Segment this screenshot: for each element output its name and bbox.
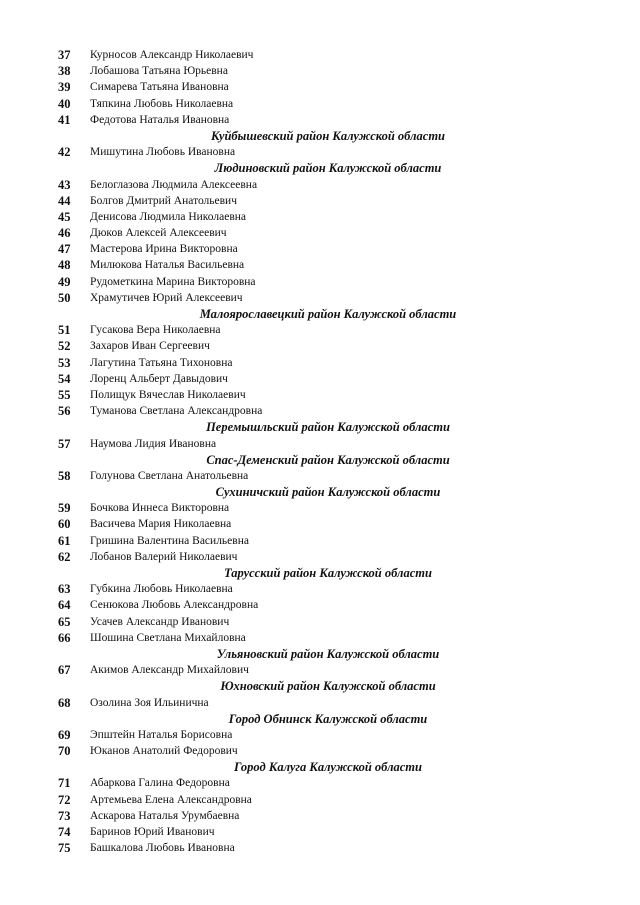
list-item (0, 792, 640, 808)
list-item-number: 69 (58, 727, 71, 742)
list-item (0, 775, 640, 791)
list-item (0, 840, 640, 856)
list-item (0, 257, 640, 273)
list-item-name: Юканов Анатолий Федорович (90, 745, 238, 758)
list-item (0, 516, 640, 532)
district-heading-text: Ульяновский район Калужской области (216, 646, 440, 661)
list-item-number: 37 (58, 48, 71, 62)
list-item-name: Баринов Юрий Иванович (90, 826, 215, 838)
list-item (0, 274, 640, 290)
list-item-number: 53 (58, 355, 71, 370)
list-item-number: 65 (58, 614, 71, 629)
list-item (0, 47, 640, 63)
list-item-number: 42 (58, 145, 71, 160)
list-item-number: 49 (58, 274, 71, 289)
list-item (0, 597, 640, 613)
district-heading (0, 419, 640, 435)
list-item-number: 62 (58, 549, 71, 564)
list-item (0, 500, 640, 516)
list-item-name: Эпштейн Наталья Борисовна (90, 728, 233, 741)
list-item-number: 48 (58, 258, 71, 273)
list-item-name: Тяпкина Любовь Николаевна (90, 97, 234, 110)
list-item-name: Рудометкина Марина Викторовна (90, 275, 256, 288)
list-item-number: 73 (58, 808, 71, 823)
district-heading (0, 160, 640, 176)
district-heading (0, 484, 640, 500)
list-item-name: Абаркова Галина Федоровна (90, 777, 230, 790)
list-item-number: 43 (58, 177, 71, 192)
district-heading (0, 306, 640, 322)
list-item (0, 436, 640, 452)
district-heading-text: Спас-Деменский район Калужской области (206, 452, 450, 467)
list-item-number: 46 (58, 226, 71, 241)
list-item-number: 52 (58, 339, 71, 354)
district-heading (0, 452, 640, 468)
list-item-name: Милюкова Наталья Васильевна (90, 259, 245, 272)
list-item-name: Башкалова Любовь Ивановна (90, 842, 235, 855)
list-item (0, 743, 640, 759)
list-item-name: Захаров Иван Сергеевич (90, 340, 210, 353)
list-item-name: Сенюкова Любовь Александровна (90, 599, 259, 612)
district-heading-text: Юхновский район Калужской области (220, 679, 436, 694)
list-item-number: 74 (58, 825, 71, 839)
list-item (0, 112, 640, 128)
list-item-name: Денисова Людмила Николаевна (90, 210, 247, 223)
list-item-name: Гусакова Вера Николаевна (90, 324, 221, 337)
list-item (0, 79, 640, 95)
list-item-number: 68 (58, 695, 71, 710)
list-item-number: 41 (58, 112, 71, 127)
list-item (0, 549, 640, 565)
list-item-number: 61 (58, 533, 71, 548)
list-item-number: 38 (58, 64, 71, 79)
list-item-number: 67 (58, 663, 71, 678)
list-item-name: Шошина Светлана Михайловна (90, 631, 246, 644)
list-item-name: Лагутина Татьяна Тихоновна (90, 356, 233, 369)
list-item-number: 40 (58, 96, 71, 111)
list-item-number: 75 (58, 841, 71, 856)
list-item-number: 60 (58, 517, 71, 532)
list-item (0, 193, 640, 209)
list-item (0, 371, 640, 387)
list-item-name: Усачев Александр Иванович (90, 615, 230, 628)
district-heading-text: Малоярославецкий район Калужской области (199, 307, 457, 321)
list-item-number: 56 (58, 404, 71, 419)
list-item (0, 209, 640, 225)
list-item-name: Васичева Мария Николаевна (90, 518, 232, 531)
list-item-number: 39 (58, 80, 71, 95)
participant-list (0, 47, 640, 856)
list-item-name: Бочкова Иннеса Викторовна (90, 502, 230, 515)
district-heading-text: Город Обнинск Калужской области (228, 711, 428, 726)
list-item-name: Мастерова Ирина Викторовна (90, 243, 238, 256)
list-item-number: 59 (58, 501, 71, 516)
district-heading (0, 646, 640, 662)
list-item-name: Гришина Валентина Васильевна (90, 534, 249, 547)
district-heading-text: Город Калуга Калужской области (234, 760, 422, 775)
list-item (0, 144, 640, 160)
list-item-name: Храмутичев Юрий Алексеевич (90, 291, 243, 304)
list-item (0, 403, 640, 419)
list-item-name: Губкина Любовь Николаевна (90, 583, 233, 596)
list-item-number: 71 (58, 776, 71, 791)
list-item-name: Курносов Александр Николаевич (90, 49, 254, 61)
list-item-number: 51 (58, 323, 71, 338)
list-item-number: 54 (58, 371, 71, 386)
list-item (0, 355, 640, 371)
district-heading (0, 128, 640, 144)
list-item (0, 225, 640, 241)
list-item-name: Полищук Вячеслав Николаевич (90, 388, 246, 401)
list-item (0, 581, 640, 597)
district-heading (0, 565, 640, 581)
list-item-name: Лоренц Альберт Давыдович (90, 372, 228, 385)
list-item (0, 96, 640, 112)
list-item (0, 241, 640, 257)
list-item-number: 47 (58, 242, 71, 257)
list-item (0, 808, 640, 824)
list-item-name: Белоглазова Людмила Алексеевна (90, 178, 258, 191)
list-item (0, 695, 640, 711)
list-item (0, 63, 640, 79)
list-item-name: Аскарова Наталья Урумбаевна (90, 809, 240, 822)
list-item (0, 290, 640, 306)
district-heading (0, 759, 640, 775)
district-heading-text: Перемышльский район Калужской области (206, 420, 450, 435)
district-heading-text: Людиновский район Калужской области (214, 161, 442, 176)
list-item (0, 533, 640, 549)
district-heading-text: Тарусский район Калужской области (224, 566, 432, 580)
district-heading-text: Сухиничский район Калужской области (215, 485, 441, 500)
list-item-name: Болгов Дмитрий Анатольевич (90, 194, 237, 207)
list-item (0, 387, 640, 403)
district-heading (0, 711, 640, 727)
list-item-name: Артемьева Елена Александровна (90, 793, 252, 806)
list-item-number: 55 (58, 387, 71, 402)
list-item-name: Дюков Алексей Алексеевич (90, 227, 227, 240)
list-item-number: 50 (58, 290, 71, 305)
list-item (0, 824, 640, 840)
list-item-name: Лобанов Валерий Николаевич (90, 550, 238, 563)
list-item-number: 64 (58, 598, 71, 613)
list-item-number: 57 (58, 436, 71, 451)
list-item-number: 70 (58, 744, 71, 759)
list-item (0, 338, 640, 354)
list-item-name: Федотова Наталья Ивановна (90, 113, 230, 126)
district-heading-text: Куйбышевский район Калужской области (210, 128, 445, 143)
list-item-name: Лобашова Татьяна Юрьевна (90, 65, 228, 78)
list-item-name: Акимов Александр Михайлович (90, 664, 249, 677)
list-item-number: 45 (58, 209, 71, 224)
list-item-name: Наумова Лидия Ивановна (90, 437, 217, 450)
list-item (0, 662, 640, 678)
list-item (0, 614, 640, 630)
list-item-name: Голунова Светлана Анатольевна (90, 469, 249, 482)
list-item (0, 727, 640, 743)
list-item-number: 44 (58, 193, 71, 208)
list-item-name: Озолина Зоя Ильинична (90, 696, 209, 709)
list-item-number: 63 (58, 582, 71, 597)
list-item (0, 630, 640, 646)
list-item-name: Мишутина Любовь Ивановна (90, 146, 236, 159)
district-heading (0, 678, 640, 694)
list-item-name: Туманова Светлана Александровна (90, 405, 263, 418)
list-item (0, 468, 640, 484)
list-item-number: 66 (58, 630, 71, 645)
list-item-name: Симарева Татьяна Ивановна (90, 81, 229, 94)
list-item (0, 322, 640, 338)
list-item (0, 177, 640, 193)
list-item-number: 72 (58, 792, 71, 807)
list-item-number: 58 (58, 468, 71, 483)
